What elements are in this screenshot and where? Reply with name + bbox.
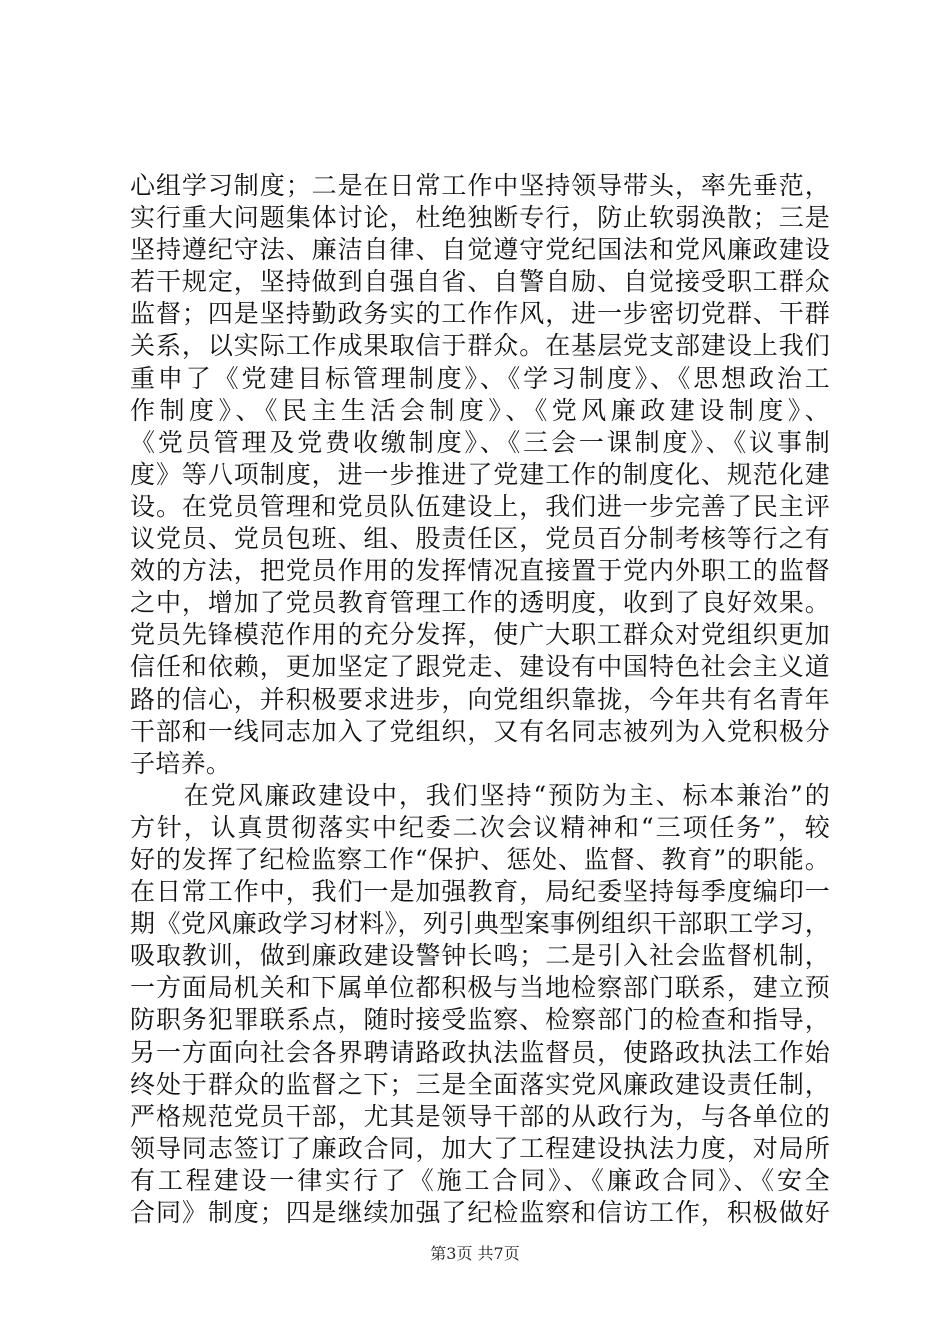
text-line: 路的信心，并积极要求进步，向党组织靠拢，今年共有名青年 — [130, 684, 830, 714]
page-number-footer: 第3页 共7页 — [430, 1244, 520, 1263]
text-line: 议党员、党员包班、组、股责任区，党员百分制考核等行之有 — [130, 524, 830, 554]
text-line: 方针，认真贯彻落实中纪委二次会议精神和“三项任务”，较 — [130, 812, 830, 842]
text-line: 信任和依赖，更加坚定了跟党走、建设有中国特色社会主义道 — [130, 652, 830, 682]
text-line: 监督；四是坚持勤政务实的工作作风，进一步密切党群、干群 — [130, 299, 830, 329]
text-line: 好的发挥了纪检监察工作“保护、惩处、监督、教育”的职能。 — [130, 844, 830, 874]
document-body — [130, 170, 830, 1229]
text-line: 重申了《党建目标管理制度》、《学习制度》、《思想政治工 — [130, 363, 830, 393]
text-line: 吸取教训，做到廉政建设警钟长鸣；二是引入社会监督机制， — [130, 941, 830, 971]
text-line: 设。在党员管理和党员队伍建设上，我们进一步完善了民主评 — [130, 491, 830, 521]
text-line: 心组学习制度；二是在日常工作中坚持领导带头，率先垂范， — [130, 171, 830, 200]
text-line: 实行重大问题集体讨论，杜绝独断专行，防止软弱涣散；三是 — [130, 203, 830, 233]
text-line: 另一方面向社会各界聘请路政执法监督员，使路政执法工作始 — [130, 1037, 830, 1067]
text-line: 度》等八项制度，进一步推进了党建工作的制度化、规范化建 — [130, 459, 830, 489]
text-line: 合同》制度；四是继续加强了纪检监察和信访工作，积极做好 — [130, 1198, 830, 1227]
text-line: 一方面局机关和下属单位都积极与当地检察部门联系，建立预 — [130, 973, 830, 1003]
text-line: 严格规范党员干部，尤其是领导干部的从政行为，与各单位的 — [130, 1101, 830, 1131]
text-line: 子培养。 — [130, 748, 232, 778]
text-line: 党员先锋模范作用的充分发挥，使广大职工群众对党组织更加 — [130, 620, 830, 650]
text-line: 防职务犯罪联系点，随时接受监察、检察部门的检查和指导， — [130, 1005, 830, 1035]
text-line: 在党风廉政建设中，我们坚持“预防为主、标本兼治”的 — [130, 780, 830, 810]
text-line: 坚持遵纪守法、廉洁自律、自觉遵守党纪国法和党风廉政建设 — [130, 235, 830, 265]
text-line: 期《党风廉政学习材料》，列引典型案事例组织干部职工学习， — [130, 909, 830, 939]
text-line: 领导同志签订了廉政合同，加大了工程建设执法力度，对局所 — [130, 1133, 830, 1163]
text-line: 效的方法，把党员作用的发挥情况直接置于党内外职工的监督 — [130, 556, 830, 586]
text-line: 终处于群众的监督之下；三是全面落实党风廉政建设责任制， — [130, 1069, 830, 1099]
text-line: 之中，增加了党员教育管理工作的透明度，收到了良好效果。 — [130, 588, 830, 618]
text-line: 《党员管理及党费收缴制度》、《三会一课制度》、《议事制 — [130, 427, 830, 457]
text-line: 作制度》、《民主生活会制度》、《党风廉政建设制度》、 — [130, 395, 830, 425]
text-line: 有工程建设一律实行了《施工合同》、《廉政合同》、《安全 — [130, 1165, 830, 1195]
text-line: 关系，以实际工作成果取信于群众。在基层党支部建设上我们 — [130, 331, 830, 361]
text-line: 干部和一线同志加入了党组织，又有名同志被列为入党积极分 — [130, 716, 830, 746]
text-line: 若干规定，坚持做到自强自省、自警自励、自觉接受职工群众 — [130, 267, 830, 297]
text-line: 在日常工作中，我们一是加强教育，局纪委坚持每季度编印一 — [130, 877, 830, 907]
